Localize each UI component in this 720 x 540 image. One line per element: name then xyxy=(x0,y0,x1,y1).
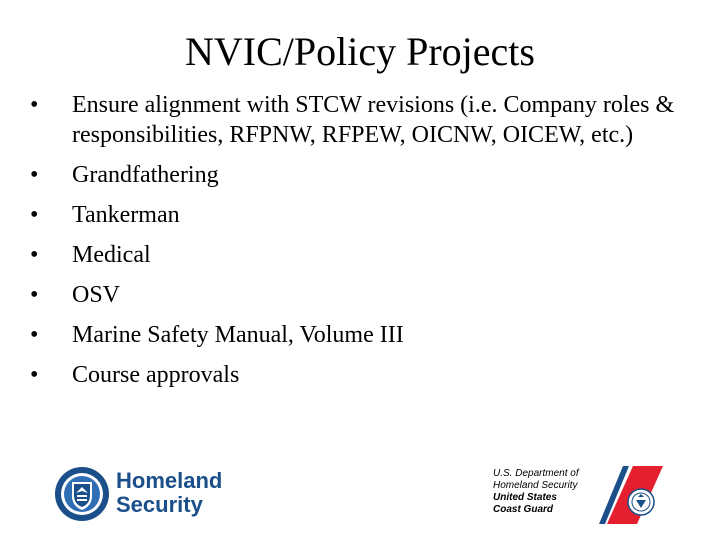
bullet-item xyxy=(30,280,690,310)
bullet-text: Grandfathering xyxy=(72,162,219,188)
bullet-text: OSV xyxy=(72,282,121,308)
uscg-wordmark xyxy=(493,468,579,516)
bullet-dot: • xyxy=(30,162,39,188)
bullet-dot: • xyxy=(30,92,39,118)
bullet-text: Medical xyxy=(72,242,151,268)
bullet-item xyxy=(30,90,690,150)
uscg-line-1: U.S. Department of xyxy=(493,468,579,479)
dhs-seal-icon xyxy=(54,466,110,522)
dhs-wordmark xyxy=(116,469,222,517)
bullet-dot: • xyxy=(30,202,39,228)
dhs-line-2: Security xyxy=(116,492,203,517)
uscg-line-4: Coast Guard xyxy=(493,504,554,515)
coast-guard-stripe-icon xyxy=(593,466,665,524)
uscg-line-3: United States xyxy=(493,492,557,503)
bullet-text: Ensure alignment with STCW revisions (i.e. Company roles & responsibilities, RFPNW, RFPEW, OICNW, OICEW, etc.) xyxy=(72,92,675,148)
dhs-logo xyxy=(54,466,244,526)
dhs-line-1: Homeland xyxy=(116,468,223,493)
bullet-item xyxy=(30,360,690,390)
bullet-text: Marine Safety Manual, Volume III xyxy=(72,322,404,348)
bullet-dot: • xyxy=(30,322,39,348)
bullet-dot: • xyxy=(30,362,39,388)
bullet-text: Tankerman xyxy=(72,202,180,228)
slide-title: NVIC/Policy Projects xyxy=(185,29,535,74)
bullet-item xyxy=(30,240,690,270)
bullet-list xyxy=(30,90,690,400)
bullet-text: Course approvals xyxy=(72,362,240,388)
bullet-item xyxy=(30,160,690,190)
uscg-line-2: Homeland Security xyxy=(493,480,578,491)
bullet-dot: • xyxy=(30,282,39,308)
bullet-item xyxy=(30,200,690,230)
bullet-item xyxy=(30,320,690,350)
bullet-dot: • xyxy=(30,242,39,268)
uscg-logo xyxy=(493,466,668,526)
